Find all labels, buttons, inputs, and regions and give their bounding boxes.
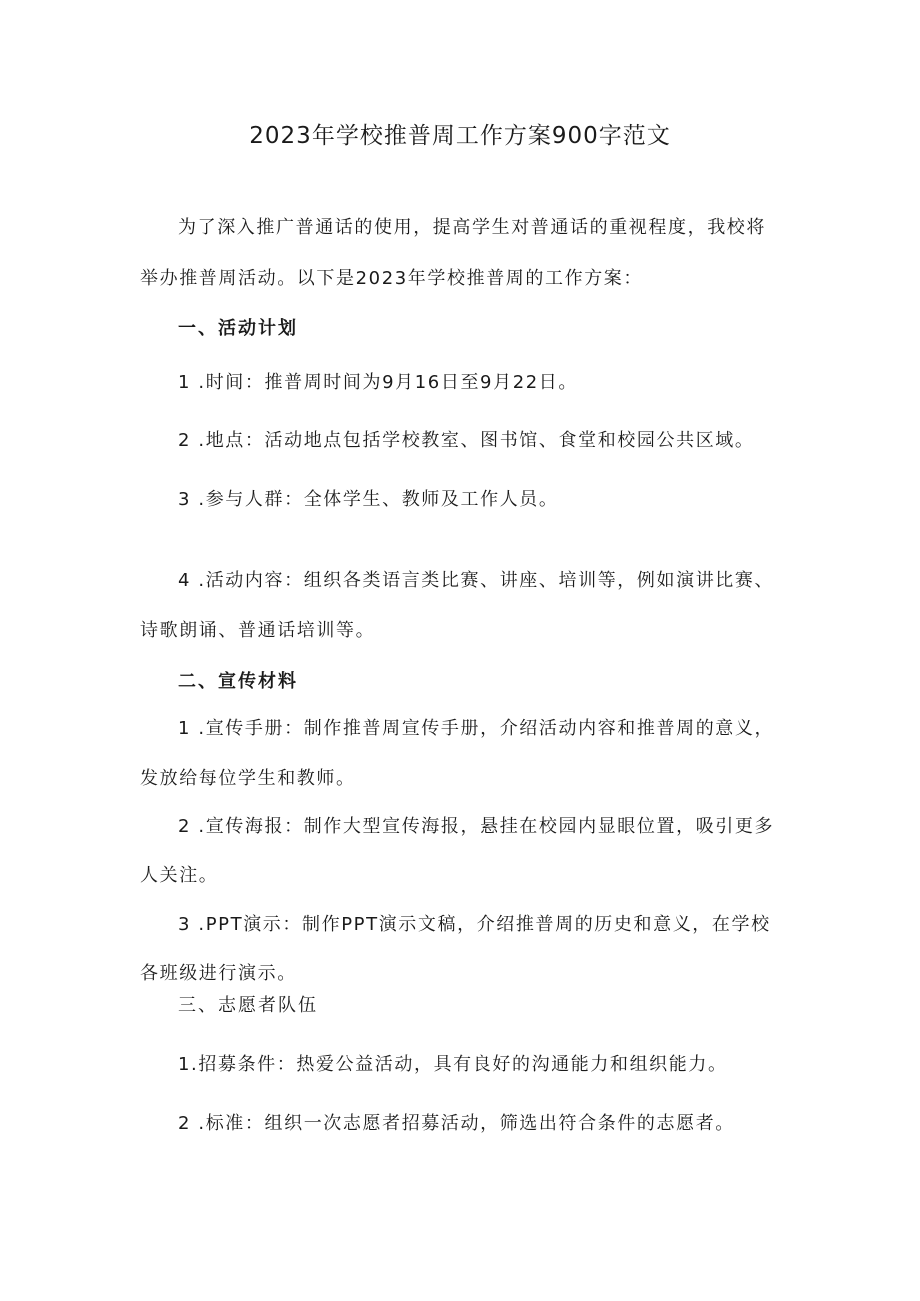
- section2-item-2-line-2: 人关注。: [140, 865, 219, 886]
- section2-item-3-line-1: 3 .PPT演示：制作PPT演示文稿，介绍推普周的历史和意义，在学校: [178, 914, 771, 935]
- section2-item-1-line-1: 1 .宣传手册：制作推普周宣传手册，介绍活动内容和推普周的意义，: [178, 718, 775, 739]
- section1-heading: 一、活动计划: [178, 318, 298, 339]
- section3-item-1: 1.招募条件：热爱公益活动，具有良好的沟通能力和组织能力。: [178, 1054, 728, 1075]
- section1-item-2: 2 .地点：活动地点包括学校教室、图书馆、食堂和校园公共区域。: [178, 430, 755, 451]
- section1-item-4-line-2: 诗歌朗诵、普通话培训等。: [140, 620, 376, 641]
- section2-heading: 二、宣传材料: [178, 671, 298, 692]
- section2-item-1-line-2: 发放给每位学生和教师。: [140, 768, 356, 789]
- section3-item-2: 2 .标准：组织一次志愿者招募活动，筛选出符合条件的志愿者。: [178, 1113, 735, 1134]
- section1-item-1: 1 .时间：推普周时间为9月16日至9月22日。: [178, 372, 579, 393]
- section3-heading: 三、志愿者队伍: [178, 995, 318, 1016]
- document-title: 2023年学校推普周工作方案900字范文: [249, 123, 671, 149]
- section2-item-2-line-1: 2 .宣传海报：制作大型宣传海报，悬挂在校园内显眼位置，吸引更多: [178, 816, 775, 837]
- section1-item-4-line-1: 4 .活动内容：组织各类语言类比赛、讲座、培训等，例如演讲比赛、: [178, 570, 775, 591]
- intro-line-2: 举办推普周活动。以下是2023年学校推普周的工作方案：: [140, 268, 644, 289]
- section2-item-3-line-2: 各班级进行演示。: [140, 963, 297, 984]
- intro-line-1: 为了深入推广普通话的使用，提高学生对普通话的重视程度，我校将: [178, 217, 766, 238]
- section1-item-3: 3 .参与人群：全体学生、教师及工作人员。: [178, 489, 559, 510]
